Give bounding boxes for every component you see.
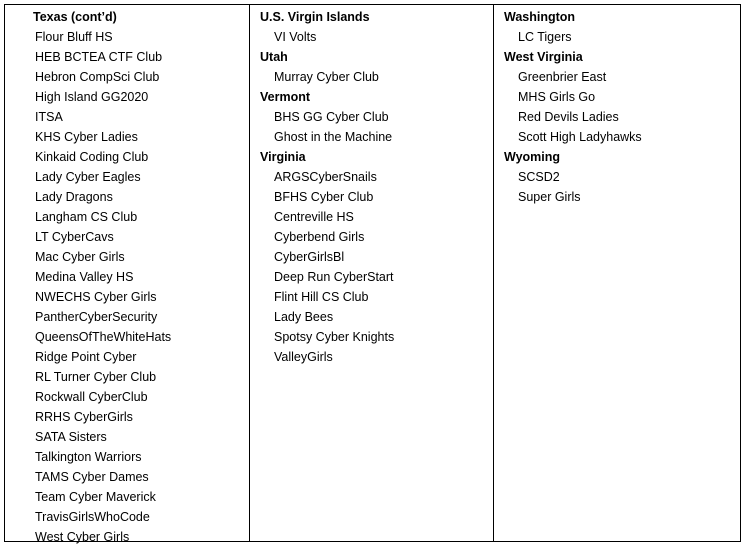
state-heading: Virginia <box>260 150 306 164</box>
team-name: Kinkaid Coding Club <box>35 150 149 164</box>
team-name: SATA Sisters <box>35 430 107 444</box>
team-name: Greenbrier East <box>518 70 607 84</box>
state-group-u-s-virgin-islands <box>250 7 493 47</box>
team-name: BFHS Cyber Club <box>274 190 374 204</box>
state-group-west-virginia <box>494 47 740 147</box>
team-name: Ridge Point Cyber <box>35 350 137 364</box>
column-3 <box>494 5 740 541</box>
team-name: Langham CS Club <box>35 210 138 224</box>
team-name: KHS Cyber Ladies <box>35 130 138 144</box>
team-name: ValleyGirls <box>274 350 333 364</box>
team-name: Lady Dragons <box>35 190 113 204</box>
team-name: High Island GG2020 <box>35 90 149 104</box>
team-name: Spotsy Cyber Knights <box>274 330 395 344</box>
team-name: QueensOfTheWhiteHats <box>35 330 172 344</box>
team-name: Red Devils Ladies <box>518 110 619 124</box>
team-name: NWECHS Cyber Girls <box>35 290 157 304</box>
state-heading: Utah <box>260 50 288 64</box>
team-name: Talkington Warriors <box>35 450 142 464</box>
team-name: Lady Bees <box>274 310 334 324</box>
team-name: Super Girls <box>518 190 581 204</box>
team-name: Medina Valley HS <box>35 270 134 284</box>
team-name: Murray Cyber Club <box>274 70 379 84</box>
state-heading: Wyoming <box>504 150 561 164</box>
state-group-wyoming <box>494 147 740 207</box>
column-1 <box>5 5 250 544</box>
team-name: TravisGirlsWhoCode <box>35 510 150 524</box>
team-name: Hebron CompSci Club <box>35 70 160 84</box>
team-name: VI Volts <box>274 30 317 44</box>
team-list <box>494 167 740 207</box>
state-heading: Vermont <box>260 90 311 104</box>
team-name: Cyberbend Girls <box>274 230 365 244</box>
team-name: MHS Girls Go <box>518 90 596 104</box>
state-group-washington <box>494 7 740 47</box>
team-list <box>494 67 740 147</box>
team-list <box>250 167 493 367</box>
team-name: ITSA <box>35 110 63 124</box>
column-2 <box>250 5 494 541</box>
team-name: Ghost in the Machine <box>274 130 393 144</box>
team-name: RL Turner Cyber Club <box>35 370 157 384</box>
team-name: RRHS CyberGirls <box>35 410 133 424</box>
team-name: BHS GG Cyber Club <box>274 110 389 124</box>
team-name: Mac Cyber Girls <box>35 250 125 264</box>
team-list <box>494 27 740 47</box>
team-name: Flour Bluff HS <box>35 30 113 44</box>
state-heading: U.S. Virgin Islands <box>260 10 370 24</box>
team-name: TAMS Cyber Dames <box>35 470 149 484</box>
team-list-table <box>4 4 741 542</box>
team-list <box>250 67 493 87</box>
team-name: Flint Hill CS Club <box>274 290 369 304</box>
state-group-utah <box>250 47 493 87</box>
team-name: Lady Cyber Eagles <box>35 170 141 184</box>
team-name: Centreville HS <box>274 210 354 224</box>
state-group-virginia <box>250 147 493 367</box>
team-name: LC Tigers <box>518 30 572 44</box>
team-name: West Cyber Girls <box>35 530 130 544</box>
state-heading: Texas (cont’d) <box>33 10 117 24</box>
team-name: ARGSCyberSnails <box>274 170 377 184</box>
state-group-vermont <box>250 87 493 147</box>
team-name: Rockwall CyberClub <box>35 390 148 404</box>
team-list <box>250 27 493 47</box>
team-name: HEB BCTEA CTF Club <box>35 50 163 64</box>
team-name: Scott High Ladyhawks <box>518 130 642 144</box>
team-name: SCSD2 <box>518 170 560 184</box>
team-name: Deep Run CyberStart <box>274 270 394 284</box>
state-group-texas-cont-d <box>5 7 249 547</box>
team-list <box>5 27 249 547</box>
team-list <box>250 107 493 147</box>
team-name: PantherCyberSecurity <box>35 310 158 324</box>
state-heading: West Virginia <box>504 50 583 64</box>
state-heading: Washington <box>504 10 576 24</box>
team-name: LT CyberCavs <box>35 230 114 244</box>
team-name: Team Cyber Maverick <box>35 490 156 504</box>
team-name: CyberGirlsBl <box>274 250 345 264</box>
